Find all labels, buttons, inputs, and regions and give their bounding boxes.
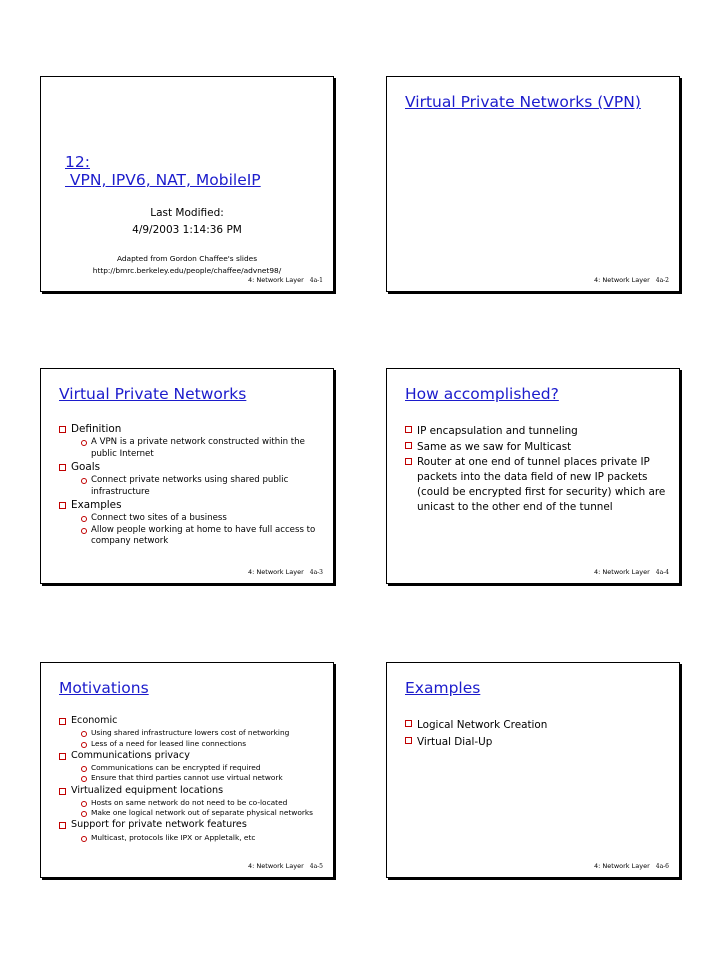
slide-6-title: Examples — [405, 679, 481, 697]
slide-1-title: 12: VPN, IPV6, NAT, MobileIP — [65, 153, 261, 189]
bullet-item: Logical Network Creation — [405, 717, 667, 734]
sub-bullet-item: Communications can be encrypted if required — [81, 763, 321, 773]
slide-3 — [40, 368, 334, 584]
slide-footer: 4: Network Layer 4a-2 — [594, 276, 669, 284]
slide-footer: 4: Network Layer 4a-6 — [594, 862, 669, 870]
slide-3-bullets — [59, 423, 321, 549]
bullet-item: Virtualized equipment locations Hosts on same network do not need to be co-located Make one logical network out of separate physical networks — [59, 785, 321, 819]
sub-bullet-item: Ensure that third parties cannot use virtual network — [81, 773, 321, 783]
bullet-item: Economic Using shared infrastructure lowers cost of networking Less of a need for leased line connections — [59, 715, 321, 749]
adapted-credit: Adapted from Gordon Chaffee's slides — [116, 254, 258, 263]
slide-4-title: How accomplished? — [405, 385, 559, 403]
slide-1 — [40, 76, 334, 292]
sub-bullet-item: Hosts on same network do not need to be co-located — [81, 798, 321, 808]
slide-2 — [386, 76, 680, 292]
slide-footer: 4: Network Layer 4a-4 — [594, 568, 669, 576]
sub-bullet-item: Multicast, protocols like IPX or Appletalk, etc — [81, 833, 321, 843]
sub-bullet-item: A VPN is a private network constructed within the public Internet — [81, 437, 321, 460]
sub-bullet-item: Less of a need for leased line connections — [81, 739, 321, 749]
last-modified-date: 4/9/2003 1:14:36 PM — [132, 224, 242, 236]
slide-5-title: Motivations — [59, 679, 149, 697]
sub-bullet-item: Make one logical network out of separate physical networks — [81, 808, 321, 818]
slide-4-bullets — [405, 423, 667, 515]
bullet-item: Support for private network features Multicast, protocols like IPX or Appletalk, etc — [59, 819, 321, 843]
sub-bullet-item: Using shared infrastructure lowers cost of networking — [81, 728, 321, 738]
slide-2-title: Virtual Private Networks (VPN) — [405, 93, 641, 111]
slide-6 — [386, 662, 680, 878]
bullet-item: Same as we saw for Multicast — [405, 439, 667, 455]
slide-footer: 4: Network Layer 4a-1 — [248, 276, 323, 284]
bullet-item: IP encapsulation and tunneling — [405, 423, 667, 439]
sub-bullet-item: Connect two sites of a business — [81, 513, 321, 525]
slide-4 — [386, 368, 680, 584]
bullet-item: Examples Connect two sites of a business Allow people working at home to have full access to company network — [59, 499, 321, 548]
slide-5 — [40, 662, 334, 878]
bullet-item: Definition A VPN is a private network constructed within the public Internet — [59, 423, 321, 460]
bullet-item: Router at one end of tunnel places private IP packets into the data field of new IP packets (could be encrypted first for security) which are unicast to the other end of the tunnel — [405, 455, 667, 515]
bullet-item: Virtual Dial-Up — [405, 734, 667, 751]
slide-footer: 4: Network Layer 4a-5 — [248, 862, 323, 870]
slide-footer: 4: Network Layer 4a-3 — [248, 568, 323, 576]
sub-bullet-item: Connect private networks using shared public infrastructure — [81, 475, 321, 498]
last-modified-label: Last Modified: — [150, 207, 224, 219]
sub-bullet-item: Allow people working at home to have full access to company network — [81, 525, 321, 548]
slide-3-title: Virtual Private Networks — [59, 385, 247, 403]
slide-6-bullets — [405, 717, 667, 751]
bullet-item: Communications privacy Communications can be encrypted if required Ensure that third parties cannot use virtual network — [59, 750, 321, 784]
source-url: http://bmrc.berkeley.edu/people/chaffee/advnet98/ — [92, 266, 282, 275]
bullet-item: Goals Connect private networks using shared public infrastructure — [59, 461, 321, 498]
slide-5-bullets — [59, 715, 321, 844]
